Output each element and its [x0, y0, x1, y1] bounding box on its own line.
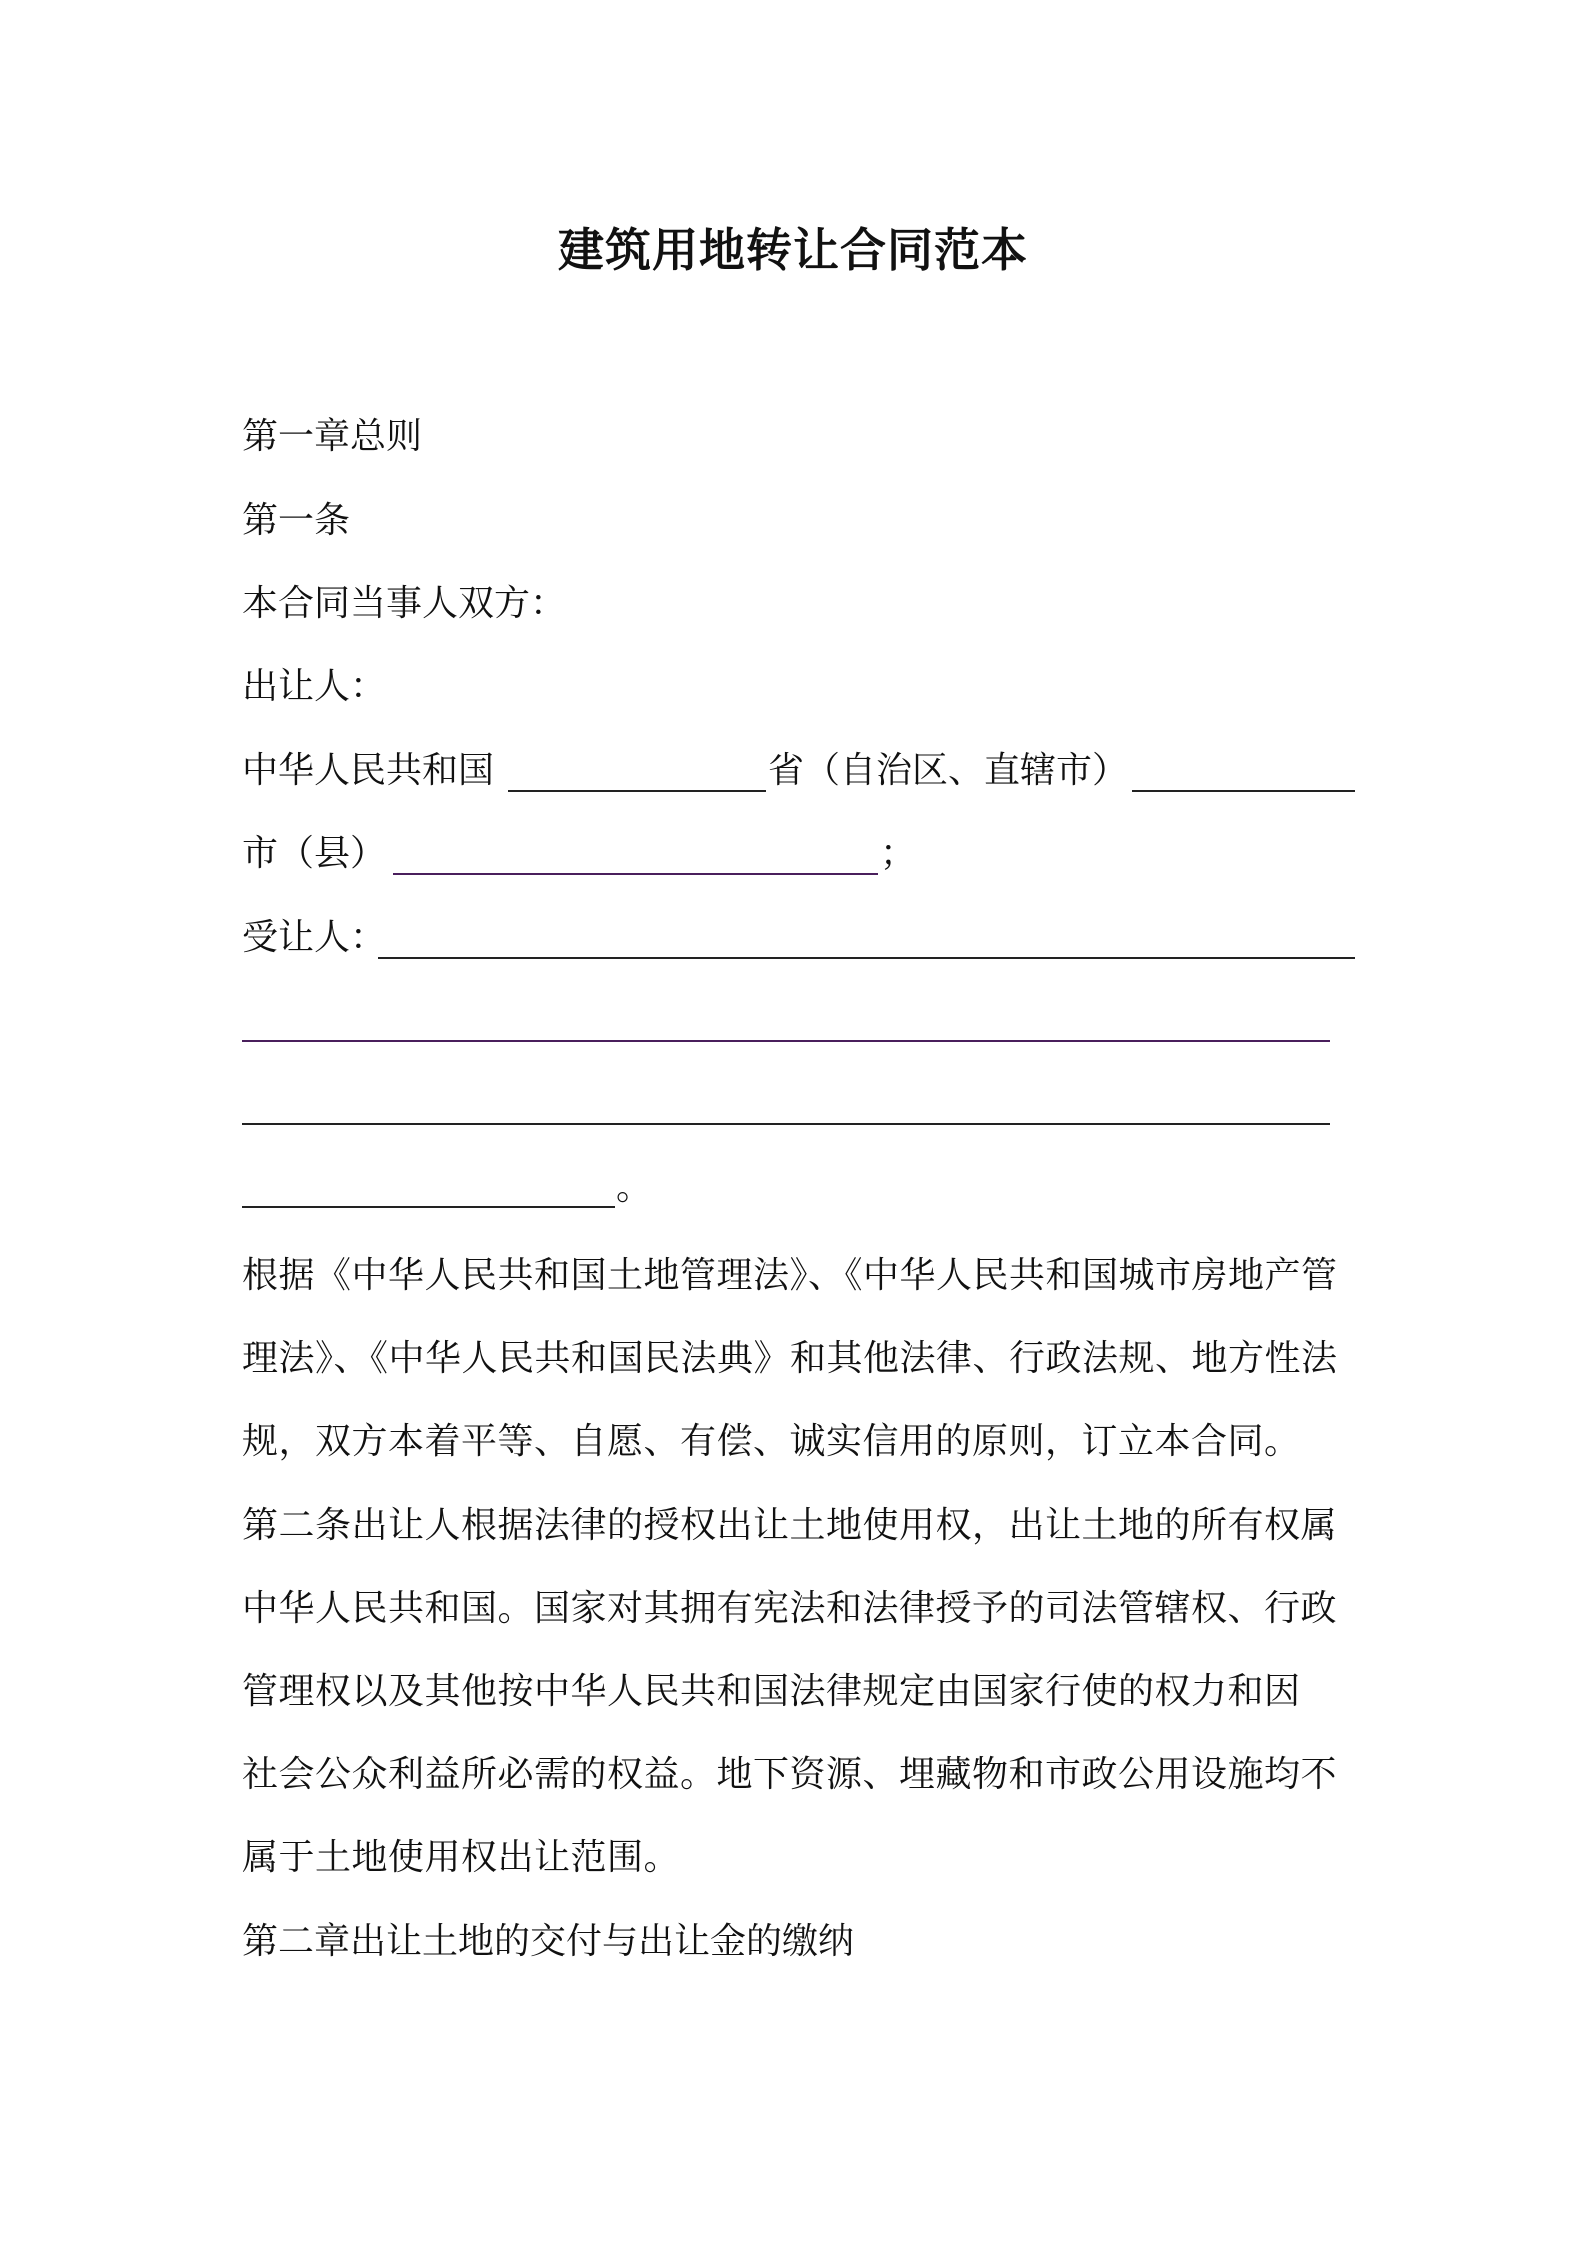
grantor-city-label: 市（县）	[242, 833, 387, 874]
article-2-line-2: 中华人民共和国。国家对其拥有宪法和法律授予的司法管辖权、行政	[242, 1588, 1338, 1629]
basis-line-1: 根据《中华人民共和国土地管理法》、《中华人民共和国城市房地产管	[242, 1255, 1338, 1296]
grantee-blank-4	[242, 1206, 615, 1208]
parties-intro: 本合同当事人双方：	[242, 583, 567, 624]
document-title: 建筑用地转让合同范本	[558, 223, 1028, 277]
article-1-heading: 第一条	[242, 500, 351, 541]
grantee-blank-1	[378, 957, 1355, 959]
grantee-blank-2	[242, 1040, 1330, 1042]
basis-line-3: 规，双方本着平等、自愿、有偿、诚实信用的原则，订立本合同。	[242, 1421, 1301, 1462]
grantor-address-middle: 省（自治区、直辖市）	[768, 750, 1129, 791]
grantee-end-mark: 。	[616, 1167, 653, 1208]
grantee-label: 受让人：	[242, 917, 387, 958]
chapter-heading-2: 第二章出让土地的交付与出让金的缴纳	[242, 1921, 855, 1962]
grantor-address-prefix: 中华人民共和国	[242, 750, 495, 791]
grantee-blank-3	[242, 1123, 1330, 1125]
article-2-line-3: 管理权以及其他按中华人民共和国法律规定由国家行使的权力和因	[242, 1671, 1301, 1712]
article-2-line-1: 第二条出让人根据法律的授权出让土地使用权，出让土地的所有权属	[242, 1505, 1338, 1546]
grantor-end-mark: ；	[880, 833, 917, 874]
city-blank-1	[1132, 790, 1355, 792]
grantor-label: 出让人：	[242, 666, 387, 707]
basis-line-2: 理法》、《中华人民共和国民法典》和其他法律、行政法规、地方性法	[242, 1338, 1338, 1379]
article-2-line-5: 属于土地使用权出让范围。	[242, 1837, 681, 1878]
article-2-line-4: 社会公众利益所必需的权益。地下资源、埋藏物和市政公用设施均不	[242, 1754, 1338, 1795]
article-2-paragraph	[242, 1484, 1357, 1899]
basis-paragraph	[242, 1234, 1357, 1483]
county-blank	[393, 873, 878, 875]
province-blank	[508, 790, 766, 792]
chapter-heading-1: 第一章总则	[242, 416, 423, 457]
